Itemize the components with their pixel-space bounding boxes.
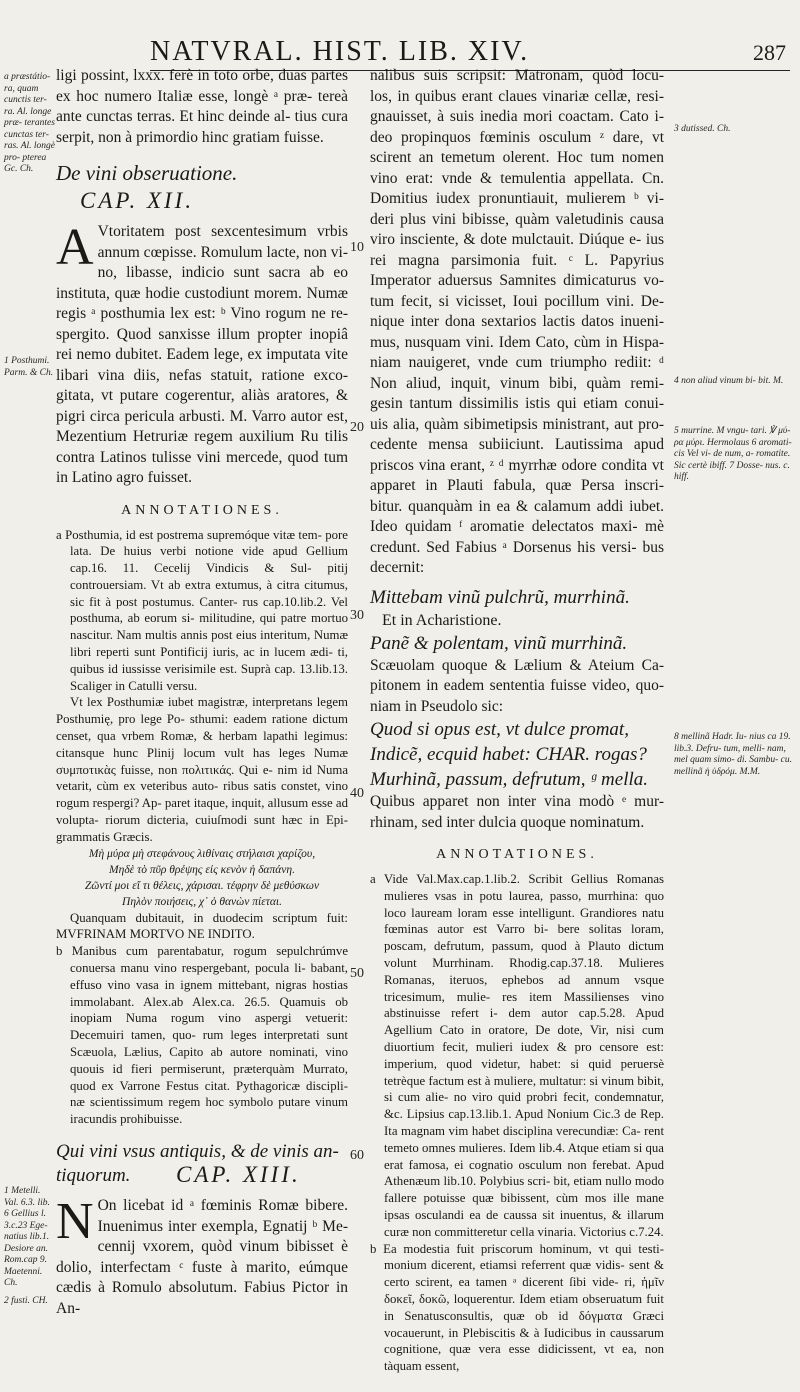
verse-line: Et in Acharistione.: [382, 611, 502, 629]
line-number: 50: [350, 966, 364, 981]
margin-note: 1 Metelli. Val. 6.3. lib. 6 Gellius l. 3.c.23 Ege- natius lib.1. Desiore an. Rom.cap 9. Maetenni. Ch.: [4, 1186, 50, 1288]
verse-line: Murhinã, passum, defrutum, ᶢ mella.: [370, 769, 648, 790]
drop-cap-2: N: [56, 1193, 94, 1250]
greek-verse-line: Μὴ μύρα μὴ στεφάνους λιθίναις στήλαισι χαρίζου,: [88, 847, 316, 860]
greek-verse-line: Μηδὲ τὸ πῦρ θρέψης εἰς κενὸν ἡ δαπάνη.: [109, 863, 295, 876]
annotations-heading: ANNOTATIONES.: [121, 502, 283, 518]
left-column: [56, 66, 348, 1319]
intro-paragraph: ligi possint, lxxx. ferè in toto orbe, duas partes ex hoc numero Italiæ esse, longè ᵃ præ- tereà ante cunctas terras. Et hinc deinde al- tius cura serpit, non à primordio hinc gratiam fuisse.: [56, 67, 348, 146]
annotation-a: a Vide Val.Max.cap.1.lib.2. Scribit Gellius Romanas mulieres vsas in potu laurea, passo, murrhina: quo loco lauream loram esse intelligunt. Grandiores natu fœminas autor est Varro bi- bere solitas loram, poscam, defrutum, passum, quod à Plauto dictum volunt Murrhinam. Rhodig.cap.37.18. Mulieres Romanas, iteruos, ephebos ad annum vsque tricesimum, mulie- res item Massilienses vino abstinuisse refert i- dem autor cap.5.28. Apud Agellium Cato in oratore, De dote, Vir, nisi cum diuortium fecit, mulieri iudex & pro censore est: imperium, quod videtur, habet: si quid peruersè tetrèque factum est à muliere, multatur: si vinum bibit, si cum alie- no viro quid probri fecit, condemnatur, &c. Lipsius cap.13.lib.1. Apud Nonium Cic.3 de Rep. Ita magnam vim habet disciplina verecundiæ: Ca- rent temeto omnes mulieres. Idem lib.4. Atque etiam si qua erat famosa, ei cognatio osculum non ferebat. Apud Athenæum lib.10. Polybius scri- bit, etiam nullo modo fallere potuisse quæ bibissent, cùm mos ille mane ipsas osculandi ea de caussa sit inuentus, & illarum curæ non committeretur cella vinaria. Victorius c.7.24.: [370, 872, 664, 1239]
chapter-text-2-body: On licebat id ᵃ fœminis Romæ bibere. Inuenimus inter exempla, Egnatij ᵇ Me- cennij vxorem, quòd vinum bibisset è dolio, interfectam ᶜ fuste à marito, eúmque cædis à Romulo absolutum. Fabius Pictor in An-: [56, 1197, 348, 1317]
line-number: 60: [350, 1148, 364, 1163]
greek-verse-line: Ζῶντί μοι εἴ τι θέλεις, χάρισαι. τέφρην δὲ μεθύσκων: [84, 879, 320, 892]
right-column: [370, 66, 664, 1375]
section-title: De vini obseruatione.: [56, 161, 238, 185]
annotation-b: b Manibus cum parentabatur, rogum sepulchrúmve conuersa manu vino respergebant, pocula li- babant, effuso vino vasa in ignem mittebant, nigras hostias immolabant. Alex.ab Alex.ca. 26.5. Quamuis ob inopiam Numa rogum vino aspergi vetuerit: Decemuiri tamen, quo- rum leges interpretati sunt Scæuola, Lælius, Capito ab autore nominati, vino quouis id fieri permiserunt, præterquàm Murrato, quod ex Varrone Festus citat. Pythagoricæ discipli- næ scientissimum regem hoc symbolo putare vinum iracundis prohibuisse.: [56, 944, 348, 1127]
paragraph: Scæuolam quoque & Lælium & Ateium Ca- pitonem in eadem sententia fuisse video, quo- niam in Pseudolo sic:: [370, 656, 664, 715]
annotation-a: a Posthumia, id est postrema supremóque vitæ tem- pore lata. De huius verbi notione vide apud Gellium cap.16. 11. Cecelij Vindicis & Sul- pitij controuersiam. Vt ab extra extumus, à citra citumus, sic fit à post postumus. Canter- rus cap.10.lib.2. Vel posthuma, ab eorum si- militudine, qui patre mortuo nascitur. Nam multis annis post eius interitum, Numæ libri reperti sunt Pontificij iuris, ac in lucem ædi- ti, quibus id iussisse verisimile est. Suprà cap. 13.lib.13. Scaliger in Catulli versu.: [56, 527, 348, 693]
margin-note: 5 murrine. M vngu- tari. ℣ μύ- ρα μύρι. Hermolaus 6 aromati- cis Vel vi- de num, a- romatite. Sic certè ibiff. 7 Dosse- nus. c. hiff.: [674, 426, 792, 482]
paragraph: Quibus apparet non inter vina modò ᵉ mur- rhinam, sed inter dulcia quoque nominatum.: [370, 793, 664, 831]
chapter-heading: CAP. XII.: [80, 188, 195, 213]
chapter-text-body: Vtoritatem post sexcentesimum vrbis annum cœpisse. Romulum lacte, non vi- no, libasse, indicio sunt sacra ab eo instituta, quæ hodie custodiunt morem. Numæ regis ᵃ posthumia lex est: ᵇ Vino rogum ne re- spergito. Quod sanxisse illum propter inopiâ rei nemo dubitet. Eadem lege, ex imputata vite libari vina diis, nefas statuit, ratione exco- gitata, vt putare cogerentur, aliàs aratores, & pigri circa pericula arbusti. M. Varro autor est, Mezentium Hetruriæ regem auxilium Ru tilis contra Latinos tulisse vini mercede, quod tum in Latino agro fuisset.: [56, 223, 348, 486]
verse-line: Quod si opus est, vt dulce promat,: [370, 719, 629, 740]
annotation-a-final: Quanquam dubitauit, in duodecim scriptum fuit: MVFRINAM MORTVO NE INDITO.: [56, 910, 348, 942]
margin-note: a præstátio- ra, quam cunctis ter- ra. Al. longe præ- terantes cunctas ter- ras. Al. longè pro- pterea Gc. Ch.: [4, 72, 56, 174]
page-number: 287: [753, 40, 786, 65]
margin-note: 2 fusti. CH.: [4, 1296, 48, 1306]
annotation-b: b Ea modestia fuit priscorum hominum, vt qui testi- monium dicerent, etiamsi referrent quæ vidis- sent & certo scirent, ea tamen ᵃ dicerent ſibi vide- ri, ἡμῖν δοκεῖ, δοκῶ, loquerentur. Idem etiam obseruatum fuit in Senatusconsultis, quæ ob id δόγματα Græci vocauerunt, in Plebiscitis & à Iudicibus in caussarum cognitione, quæ vera esse didicissent, vt ea, non tàquam essent,: [370, 1241, 664, 1374]
greek-verse-line: Πηλὸν ποιήσεις, χ᾽ ὁ θανὼν πίεται.: [122, 895, 282, 908]
line-number: 20: [350, 420, 364, 435]
chapter-text: [56, 219, 348, 489]
running-head-title: NATVRAL. HIST. LIB. XIV.: [150, 36, 530, 67]
verse-line: Mittebam vinũ pulchrũ, murrhinã.: [370, 586, 630, 608]
line-number: 30: [350, 608, 364, 623]
annotation-a-continued: Vt lex Posthumiæ iubet magistræ, interpretans legem Posthumię, pro lege Po- sthumi: eadem ratione dictum censet, qua vrbem Romæ, & herbam lapathi legimus: citansque hunc Plinij locum vult has leges Numæ συμποτικὰς fuisse, non πολιτικάς. Qui e- nim id Numa vetarit, cùm ex veteribus auto- ribus satis constet, vino rogum respergi? Ap- paret itaque, inquit, allusum esse ad volupta- riorum dicteria, cuiuſmodi sunt hæc in Epi- grammatis Græcis.: [56, 695, 348, 844]
line-number: 40: [350, 786, 364, 801]
margin-note: 1 Posthumi. Parm. & Ch.: [4, 356, 54, 378]
drop-cap: A: [56, 219, 94, 276]
verse-line: Indicẽ, ecquid habet: CHAR. rogas?: [370, 744, 647, 765]
section-title-2: Qui vini vsus antiquis, & de vinis an- tiquorum.: [56, 1141, 339, 1186]
annotations-heading: ANNOTATIONES.: [436, 847, 598, 862]
chapter-heading-2: CAP. XIII.: [176, 1162, 301, 1187]
chapter-text-2: [56, 1193, 348, 1319]
margin-note: 4 non aliud vinum bi- bit. M.: [674, 376, 784, 386]
margin-note: 8 mellinã Hadr. Iu- nius ca 19. lib.3. Defru- tum, melli- nam, mel quam simo- di. Sambu- cu. mellinã ἡ ὑδρόμ. M.M.: [674, 732, 792, 777]
chapter-text-continued: nalibus suis scripsit: Matronam, quòd locu- los, in quibus erant claues vinariæ cellæ, resi- gnauisset, à suis inedia mori coactam. Cato i- deo propinquos fœminis osculum ᶻ dare, vt scirent an temetum olerent. Hoc tum nomen vino erat: vnde & temulentia appellata. Cn. Domitius iudex pronuntiauit, mulierem ᵇ vi- deri plus vini bibisse, quàm valetudinis causa viro insciente, & dote mulctauit. Diúque e- ius rei magna parsimonia fuit. ᶜ L. Papyrius Imperator aduersus Samnites dimicaturus vo- tum fecit, si vicisset, Ioui pocillum vini. De- nique inter dona sextarios lactis datos inueni- mus, nusquam vini. Idem Cato, cùm in Hispa- niam nauigeret, vnde cum triumpho rediit: ᵈ Non aliud, inquit, vinum bibi, quàm remi- gesin tantum dissimilis istis qui etiam conui- uis alia, quàm sibimetipsis ministrant, aut pro- cedente mensa subiiciunt. Lautissima apud priscos vina erant, ᶻ ᵈ myrrhæ odore condita vt apparet in Plauti fabula, quæ Persa inscri- bitur. quanquàm in ea & calamum addi iubet. Ideo quidam ᶠ aromatie delectatos maxi- mè credunt. Sed Fabius ᵃ Dorsenus his versi- bus decernit:: [370, 67, 664, 576]
verse-line: Panẽ & polentam, vinũ murrhinã.: [370, 632, 628, 654]
line-number: 10: [350, 240, 364, 255]
margin-note: 3 dutissed. Ch.: [674, 124, 731, 134]
